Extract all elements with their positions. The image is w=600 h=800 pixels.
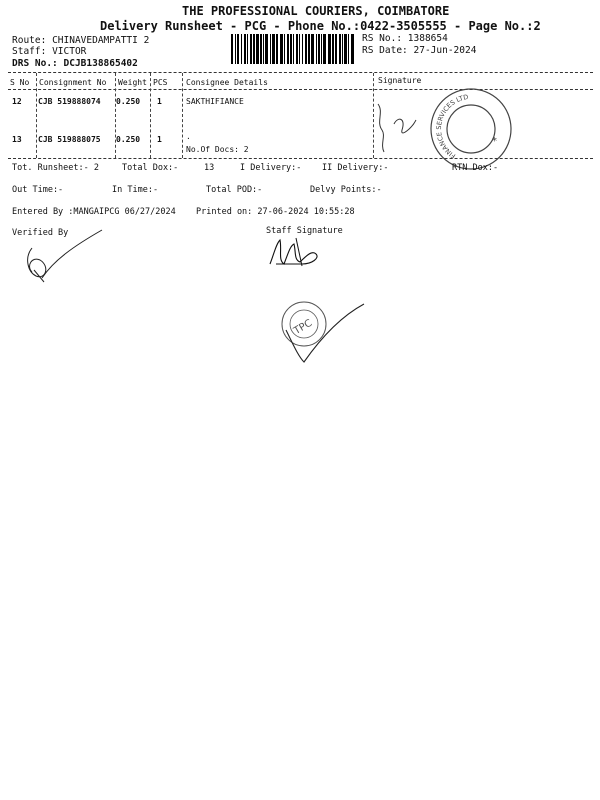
drs-line — [12, 58, 138, 69]
i-delivery: I Delivery:- — [240, 163, 302, 173]
barcode-bar — [318, 34, 320, 64]
barcode-bar — [276, 34, 278, 64]
ii-delivery: II Delivery:- — [322, 163, 389, 173]
table-row-consignee: SAKTHIFIANCE — [186, 97, 244, 106]
staff-signature-label: Staff Signature — [266, 226, 343, 236]
col-divider — [150, 73, 151, 158]
barcode-bar — [299, 34, 300, 64]
runsheet-title: Delivery Runsheet - PCG - Phone No.:0422-3505555 - Page No.:2 — [100, 19, 541, 33]
table-row-weight: 0.250 — [116, 97, 141, 106]
route-label: Route: — [12, 35, 47, 46]
barcode-bar — [247, 34, 248, 64]
table-row-consignee: . — [186, 132, 191, 141]
delvy-points: Delvy Points:- — [310, 185, 382, 195]
barcode-bar — [296, 34, 298, 64]
barcode-bar — [235, 34, 236, 64]
table-row-weight: 0.250 — [116, 135, 141, 144]
table-row-pcs: 1 — [157, 135, 162, 144]
table-row-consignment: CJB 519888075 — [38, 135, 101, 144]
barcode-bar — [287, 34, 289, 64]
rs-date-line — [362, 45, 476, 56]
staff-value: VICTOR — [52, 46, 87, 57]
barcode-bar — [351, 34, 354, 64]
rs-date-value: 27-Jun-2024 — [413, 45, 477, 56]
barcode-bar — [250, 34, 252, 64]
finance-stamp-text: FINANCE SERVICES LTD — [434, 93, 469, 161]
barcode-bar — [231, 34, 233, 64]
printed-on: Printed on: 27-06-2024 10:55:28 — [196, 207, 355, 217]
barcode-bar — [328, 34, 331, 64]
rs-no-line — [362, 33, 448, 44]
col-header-consignment: Consignment No — [39, 78, 107, 87]
barcode-bar — [293, 34, 294, 64]
table-top-rule — [8, 72, 593, 73]
finance-stamp-icon — [428, 86, 514, 172]
entered-by: Entered By :MANGAIPCG 06/27/2024 — [12, 207, 176, 217]
rs-no-label: RS No.: — [362, 33, 403, 44]
col-header-consignee: Consignee Details — [186, 78, 268, 87]
verified-by-signature — [14, 226, 106, 288]
consignee-signature-scribble — [372, 100, 432, 160]
col-header-pcs: PCS — [153, 78, 168, 87]
barcode-bar — [280, 34, 283, 64]
staff-line — [12, 46, 86, 57]
barcode-bar — [311, 34, 314, 64]
barcode-bar — [241, 34, 242, 64]
total-pod: Total POD:- — [206, 185, 263, 195]
col-header-weight: Weight — [118, 78, 147, 87]
route-value: CHINAVEDAMPATTI 2 — [52, 35, 150, 46]
company-name: THE PROFESSIONAL COURIERS, COIMBATORE — [182, 4, 450, 18]
staff-signature-scribble — [266, 236, 326, 270]
route-line — [12, 35, 149, 46]
barcode-bar — [263, 34, 264, 64]
barcode-bar — [265, 34, 268, 64]
barcode-bar — [308, 34, 310, 64]
barcode-bar — [344, 34, 347, 64]
barcode-bar — [260, 34, 262, 64]
barcode-bar — [270, 34, 271, 64]
svg-text:*: * — [492, 136, 497, 147]
table-row-pcs: 1 — [157, 97, 162, 106]
table-row-sno: 12 — [12, 97, 22, 106]
rs-no-value: 1388654 — [407, 33, 448, 44]
barcode-bar — [253, 34, 255, 64]
barcode-bar — [342, 34, 343, 64]
barcode-bar — [339, 34, 341, 64]
total-dox-label: Total Dox:- — [122, 163, 179, 173]
drs-label: DRS No.: — [12, 58, 58, 69]
rtn-dox: RTN Dox:- — [452, 163, 499, 173]
barcode-bar — [335, 34, 337, 64]
col-header-signature: Signature — [378, 76, 422, 85]
staff-label: Staff: — [12, 46, 47, 57]
table-row-sno: 13 — [12, 135, 22, 144]
barcode-bar — [256, 34, 259, 64]
out-time: Out Time:- — [12, 185, 64, 195]
barcode-bar — [272, 34, 275, 64]
barcode-bar — [321, 34, 322, 64]
tpc-stamp-icon — [278, 298, 368, 368]
barcode-bar — [290, 34, 292, 64]
barcode-bar — [284, 34, 285, 64]
barcode-bar — [348, 34, 349, 64]
rs-date-label: RS Date: — [362, 45, 408, 56]
col-divider — [115, 73, 116, 158]
barcode-bar — [323, 34, 326, 64]
table-row-consignment: CJB 519888074 — [38, 97, 101, 106]
verified-by-label: Verified By — [12, 228, 69, 238]
col-divider — [182, 73, 183, 158]
col-header-sno: S No — [10, 78, 30, 87]
tpc-stamp-text: TPC — [292, 317, 315, 337]
in-time: In Time:- — [112, 185, 159, 195]
barcode-bar — [332, 34, 334, 64]
col-divider — [36, 73, 37, 158]
barcode-bar — [316, 34, 317, 64]
drs-value: DCJB138865402 — [63, 58, 138, 69]
tot-runsheet: Tot. Runsheet:- 2 — [12, 163, 99, 173]
barcode-bar — [305, 34, 307, 64]
table-row-docs-note: No.Of Docs: 2 — [186, 145, 249, 154]
barcode-bar — [302, 34, 303, 64]
barcode — [231, 34, 355, 64]
barcode-bar — [237, 34, 239, 64]
total-dox-value: 13 — [204, 163, 215, 173]
barcode-bar — [244, 34, 246, 64]
